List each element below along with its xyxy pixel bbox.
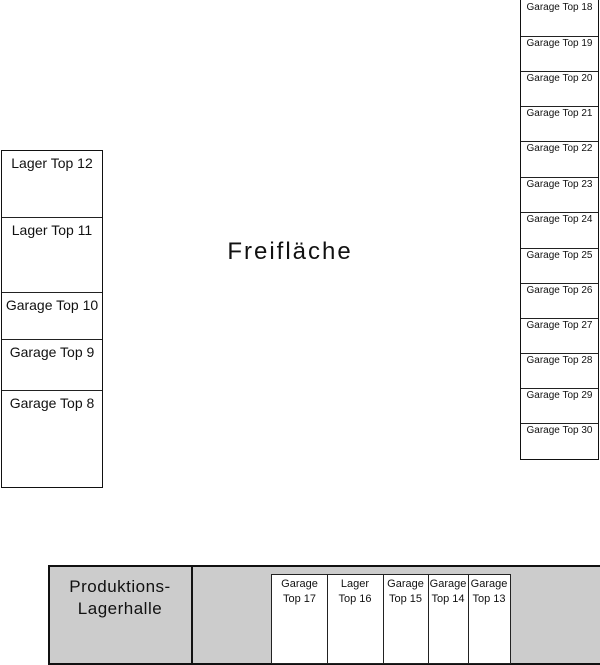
unit-label-line1: Lager <box>340 578 370 590</box>
right-unit-column <box>520 0 599 460</box>
unit-label-line2: Top 15 <box>388 593 423 605</box>
unit-garage-top-29[interactable] <box>521 388 598 424</box>
unit-label: Garage Top 28 <box>526 355 593 366</box>
unit-label: Garage Top 19 <box>526 38 593 49</box>
unit-label: Garage Top 20 <box>526 73 593 84</box>
unit-lager-top-16[interactable] <box>327 575 384 663</box>
unit-label: Garage Top 23 <box>526 179 593 190</box>
unit-garage-top-28[interactable] <box>521 353 598 389</box>
unit-lager-top-11[interactable] <box>2 217 102 293</box>
unit-label: Garage Top 10 <box>5 297 99 313</box>
unit-label: Garage Top 25 <box>526 250 593 261</box>
unit-label-line1: Garage <box>429 578 467 590</box>
unit-garage-top-23[interactable] <box>521 177 598 213</box>
unit-label: Lager Top 12 <box>11 155 93 171</box>
unit-garage-top-22[interactable] <box>521 141 598 178</box>
unit-garage-top-26[interactable] <box>521 283 598 319</box>
unit-label-line1: Garage <box>281 578 318 590</box>
unit-label: Garage Top 22 <box>526 143 593 154</box>
unit-label <box>327 577 383 607</box>
unit-label: Garage Top 26 <box>526 285 593 296</box>
unit-garage-top-9[interactable] <box>2 339 102 391</box>
unit-label-line2: Top 14 <box>431 593 465 605</box>
production-hall-label[interactable] <box>50 576 190 620</box>
unit-label: Garage Top 24 <box>526 214 593 225</box>
unit-label-line1: Garage <box>387 578 424 590</box>
unit-garage-top-21[interactable] <box>521 106 598 142</box>
unit-label-line1: Garage <box>470 578 508 590</box>
unit-garage-top-19[interactable] <box>521 36 598 72</box>
unit-label-line2: Top 13 <box>472 593 506 605</box>
unit-label <box>272 577 327 607</box>
unit-label <box>468 577 510 607</box>
unit-label <box>383 577 428 607</box>
unit-garage-top-30[interactable] <box>521 423 598 460</box>
unit-garage-top-14[interactable] <box>428 575 469 663</box>
unit-garage-top-25[interactable] <box>521 248 598 284</box>
unit-label: Garage Top 21 <box>526 108 593 119</box>
unit-label: Garage Top 8 <box>9 395 95 411</box>
unit-lager-top-12[interactable] <box>2 151 102 217</box>
unit-label: Garage Top 18 <box>526 2 593 13</box>
production-hall-label-line1: Produktions- <box>69 577 171 596</box>
unit-garage-top-10[interactable] <box>2 292 102 340</box>
open-area-label: Freifläche <box>227 238 353 265</box>
unit-garage-top-13[interactable] <box>468 575 510 663</box>
production-hall-label-line2: Lagerhalle <box>77 599 163 618</box>
unit-garage-top-17[interactable] <box>272 575 328 663</box>
unit-garage-top-15[interactable] <box>383 575 429 663</box>
unit-garage-top-24[interactable] <box>521 212 598 249</box>
unit-label: Lager Top 11 <box>11 222 93 238</box>
unit-label-line2: Top 16 <box>338 593 372 605</box>
bottom-unit-row <box>271 574 511 664</box>
unit-label: Garage Top 27 <box>526 320 593 331</box>
building-divider <box>191 565 193 665</box>
left-unit-column <box>1 150 103 488</box>
unit-garage-top-27[interactable] <box>521 318 598 354</box>
unit-label: Garage Top 30 <box>526 425 593 436</box>
unit-garage-top-8[interactable] <box>2 390 102 487</box>
unit-label: Garage Top 29 <box>526 390 593 401</box>
unit-garage-top-18[interactable] <box>521 0 598 37</box>
unit-label: Garage Top 9 <box>9 344 95 360</box>
unit-label-line2: Top 17 <box>282 593 317 605</box>
unit-label <box>428 577 468 607</box>
unit-garage-top-20[interactable] <box>521 71 598 107</box>
